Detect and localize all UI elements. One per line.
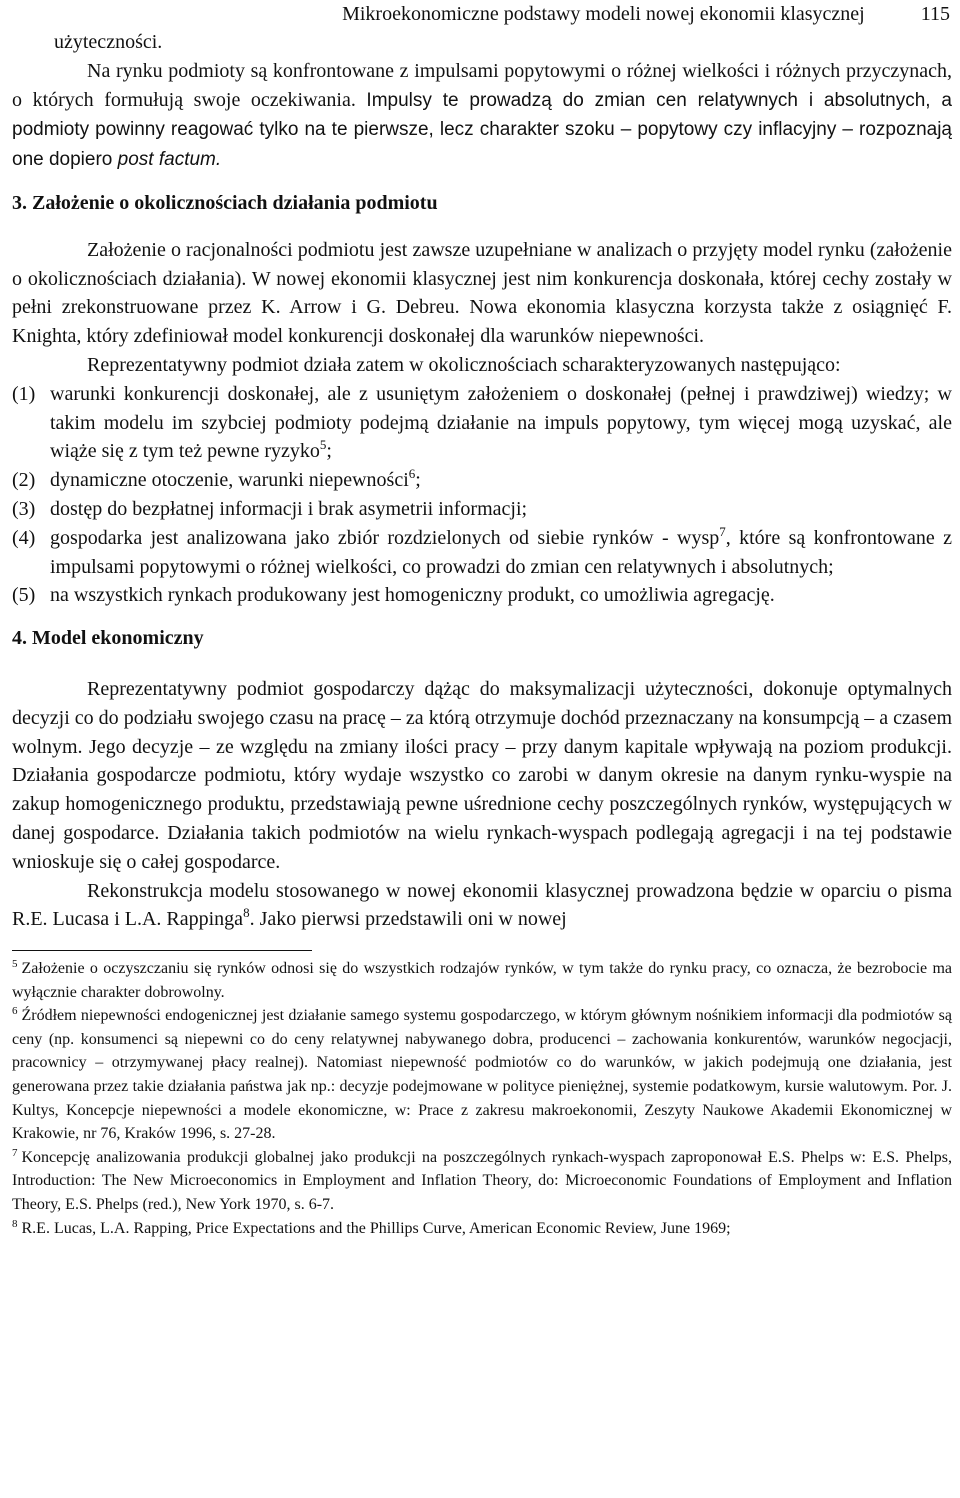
running-header (12, 0, 952, 28)
footnote-6 (12, 1004, 952, 1146)
list-item-text: na wszystkich rynkach produkowany jest homogeniczny produkt, co umożliwia agregację. (50, 584, 775, 607)
list-item (12, 466, 952, 495)
footnote-ref: 6 (408, 466, 416, 482)
list-item-number: (3) (12, 497, 36, 520)
footnote-ref: 5 (319, 437, 327, 453)
footnote-text: Źródłem niepewności endogenicznej jest działanie samego systemu gospodarczego, w którym głównym nośnikiem informacji dla podmiotów są ceny (np. konsumenci są niepewni co do ceny relatywnej nabywanego dobra, producenci – zachowania konkurentów, warunków negocjacji, pracownicy – otrzymywanej płacy realnej). Natomiast niepewność podmiotów co do warunków, w jakich podejmują one działania, jest generowana przez takie działania państwa jak np.: decyzje podejmowane w polityce pieniężnej, systemie podatkowym, kursie walutowym. Por. J. Kultys, Koncepcje niepewności a modele ekonomiczne, w: Prace z zakresu makroekonomii, Zeszyty Naukowe Akademii Ekonomicznej w Krakowie, nr 76, Kraków 1996, s. 27-28. (12, 1007, 952, 1143)
section-4-heading: 4. Model ekonomiczny (12, 627, 204, 650)
list-item-text: gospodarka jest analizowana jako zbiór rozdzielonych od siebie rynków - wysp$^7$, które są konfrontowane z impulsami popytowymi o różnej wielkości, co prowadzi do zmian cen relatywnych i absolutnych; (50, 523, 952, 578)
footnote-7 (12, 1146, 952, 1217)
conditions-list (12, 380, 952, 610)
list-item-number: (5) (12, 584, 36, 607)
list-item (12, 495, 952, 524)
footnote-ref: 8 (243, 905, 250, 921)
footnote-number: 8 (12, 1217, 18, 1230)
footnote-number: 5 (12, 958, 18, 971)
list-item (12, 380, 952, 466)
list-item (12, 581, 952, 610)
footnote-8 (12, 1217, 952, 1241)
list-item-text: warunki konkurencji doskonałej, ale z usuniętym założeniem o doskonałej (pełnej i prawdziwej) wiedzy; w takim modelu im szybciej podmioty podejmą działanie na impuls popytowy, tym więcej mogą uzyskać, ale wiąże się z tym też pewne ryzyko$^5$; (50, 382, 952, 463)
intro-italic: post factum. (117, 149, 222, 171)
list-item-number: (4) (12, 526, 36, 549)
list-item-text: dostęp do bezpłatnej informacji i brak asymetrii informacji; (50, 497, 528, 520)
intro-text: Na rynku podmioty są konfrontowane z impulsami popytowymi o różnej wielkości i różnych przyczynach, o których formułują swoje oczekiwania. (12, 59, 952, 111)
section-3-paragraph-1: Założenie o racjonalności podmiotu jest zawsze uzupełniane w analizach o przyjęty model rynku (założenie o okolicznościach działania). W nowej ekonomii klasycznej jest nim konkurencja doskonała, której cechy zostały w pełni zrekonstruowane przez K. Arrow i G. Debreu. Nowa ekonomia klasyczna korzysta także z osiągnięć F. Knighta, który zdefiniował model konkurencji doskonałej dla warunków niepewności. (12, 238, 952, 348)
footnote-text: R.E. Lucas, L.A. Rapping, Price Expectations and the Phillips Curve, American Economic Review, June 1969; (21, 1219, 731, 1237)
continued-text: użyteczności. (54, 31, 163, 53)
section-4-paragraph-1: Reprezentatywny podmiot gospodarczy dążąc do maksymalizacji użyteczności, dokonuje optymalnych decyzji co do podziału swojego czasu na pracę – za którą otrzymuje dochód przeznaczany na konsumpcją – a czasem wolnym. Jego decyzje – ze względu na zmiany ilości pracy – przy danym kapitale wpływają na poziom produkcji. Działania gospodarcze podmiotu, który wydaje wszystko co zarobi w danym okresie na danym rynku-wyspie na zakup homogenicznego produktu, przedstawiają pewne uśrednione cechy poszczególnych rynków, występujących w danej gospodarce. Działania takich podmiotów na wielu rynkach-wyspach podlegają agregacji i na tej podstawie wnioskuje się o całej gospodarce. (12, 677, 952, 873)
footnote-number: 6 (12, 1005, 18, 1018)
list-item-number: (1) (12, 382, 36, 405)
footnote-5 (12, 957, 952, 1004)
section-3-heading: 3. Założenie o okolicznościach działania podmiotu (12, 191, 438, 214)
section-4-paragraph-2: Rekonstrukcja modelu stosowanego w nowej ekonomii klasycznej prowadzona będzie w oparciu o pisma R.E. Lucasa i L.A. Rappinga$^8$. Jako pierwsi przedstawili oni w nowej (12, 879, 952, 931)
footnote-ref: 7 (719, 523, 726, 539)
intro-text-sans: Impulsy te prowadzą do zmian cen relatywnych i absolutnych, a podmioty powinny reagować tylko na te pierwsze, lecz charakter szoku – popytowy czy inflacyjny – rozpoznają one dopiero (12, 89, 952, 171)
list-item-number: (2) (12, 469, 36, 492)
list-item (12, 524, 952, 582)
list-item-text: dynamiczne otoczenie, warunki niepewności$^6$; (50, 466, 421, 492)
footnote-divider (12, 950, 312, 951)
footnote-text: Koncepcję analizowania produkcji globalnej jako produkcji na poszczególnych rynkach-wyspach zaproponował E.S. Phelps w: E.S. Phelps, Introduction: The New Microeconomics in Employment and Inflation Theory, do: Microeconomic Foundations of Employment and Inflation Theory, E.S. Phelps (red.), New York 1970, s. 6-7. (12, 1148, 952, 1214)
running-title: Mikroekonomiczne podstawy modeli nowej ekonomii klasycznej (342, 3, 865, 25)
page-number: 115 (920, 3, 950, 25)
footnotes (12, 957, 952, 1240)
section-3-paragraph-2: Reprezentatywny podmiot działa zatem w okolicznościach scharakteryzowanych następująco: (87, 353, 841, 376)
footnote-text: Założenie o oczyszczaniu się rynków odnosi się do wszystkich rodzajów rynków, w tym także do rynku pracy, co oznacza, że bezrobocie ma wyłącznie charakter dobrowolny. (12, 960, 952, 1001)
footnote-number: 7 (12, 1146, 18, 1159)
intro-paragraph (12, 57, 952, 175)
